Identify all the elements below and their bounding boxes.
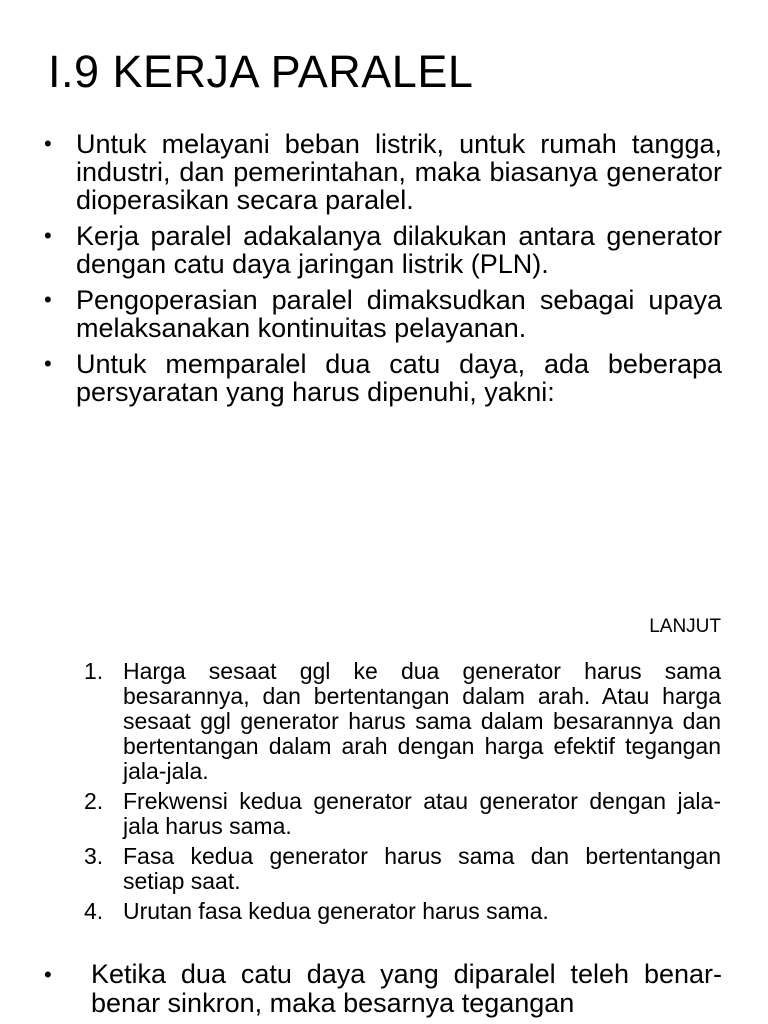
- list-item: [44, 350, 722, 406]
- item-number: 4.: [84, 898, 104, 924]
- bullet-list: [44, 130, 722, 414]
- bullet-text: Untuk memparalel dua catu daya, ada beberapa persyaratan yang harus dipenuhi, yakni:: [76, 349, 722, 407]
- bullet-marker: •: [44, 351, 52, 376]
- list-item: [84, 899, 721, 924]
- requirements-list: [84, 659, 721, 929]
- list-item: [84, 659, 721, 784]
- bullet-text: Kerja paralel adakalanya dilakukan antara generator dengan catu daya jaringan listrik (PLN).: [76, 221, 722, 279]
- item-number: 1.: [84, 658, 104, 684]
- bullet-marker: •: [44, 962, 52, 987]
- page-title: I.9 KERJA PARALEL: [48, 46, 474, 97]
- bullet-text: Untuk melayani beban listrik, untuk rumah tangga, industri, dan pemerintahan, maka biasanya generator dioperasikan secara paralel.: [76, 129, 722, 215]
- bullet-text: Pengoperasian paralel dimaksudkan sebagai upaya melaksanakan kontinuitas pelayanan.: [76, 285, 722, 343]
- item-number: 3.: [84, 843, 104, 869]
- item-number: 2.: [84, 788, 104, 814]
- bullet-marker: •: [44, 287, 52, 312]
- item-text: Frekwensi kedua generator atau generator dengan jala-jala harus sama.: [123, 788, 721, 839]
- list-item: [44, 130, 722, 214]
- item-text: Urutan fasa kedua generator harus sama.: [123, 898, 549, 924]
- bullet-marker: •: [44, 223, 52, 248]
- list-item: [44, 222, 722, 278]
- item-text: Fasa kedua generator harus sama dan bertentangan setiap saat.: [123, 843, 721, 894]
- list-item: [44, 286, 722, 342]
- continued-label: LANJUT: [649, 616, 721, 637]
- item-text: Harga sesaat ggl ke dua generator harus sama besarannya, dan bertentangan dalam arah. Atau harga sesaat ggl generator harus sama dalam besarannya dan bertentangan dalam arah dengan harga efektif tegangan jala-jala.: [123, 658, 721, 784]
- closing-bullet: [44, 960, 722, 1018]
- list-item: [84, 789, 721, 839]
- list-item: [84, 844, 721, 894]
- bullet-text: Ketika dua catu daya yang diparalel teleh benar-benar sinkron, maka besarnya tegangan: [91, 959, 722, 1018]
- bullet-marker: •: [44, 131, 52, 156]
